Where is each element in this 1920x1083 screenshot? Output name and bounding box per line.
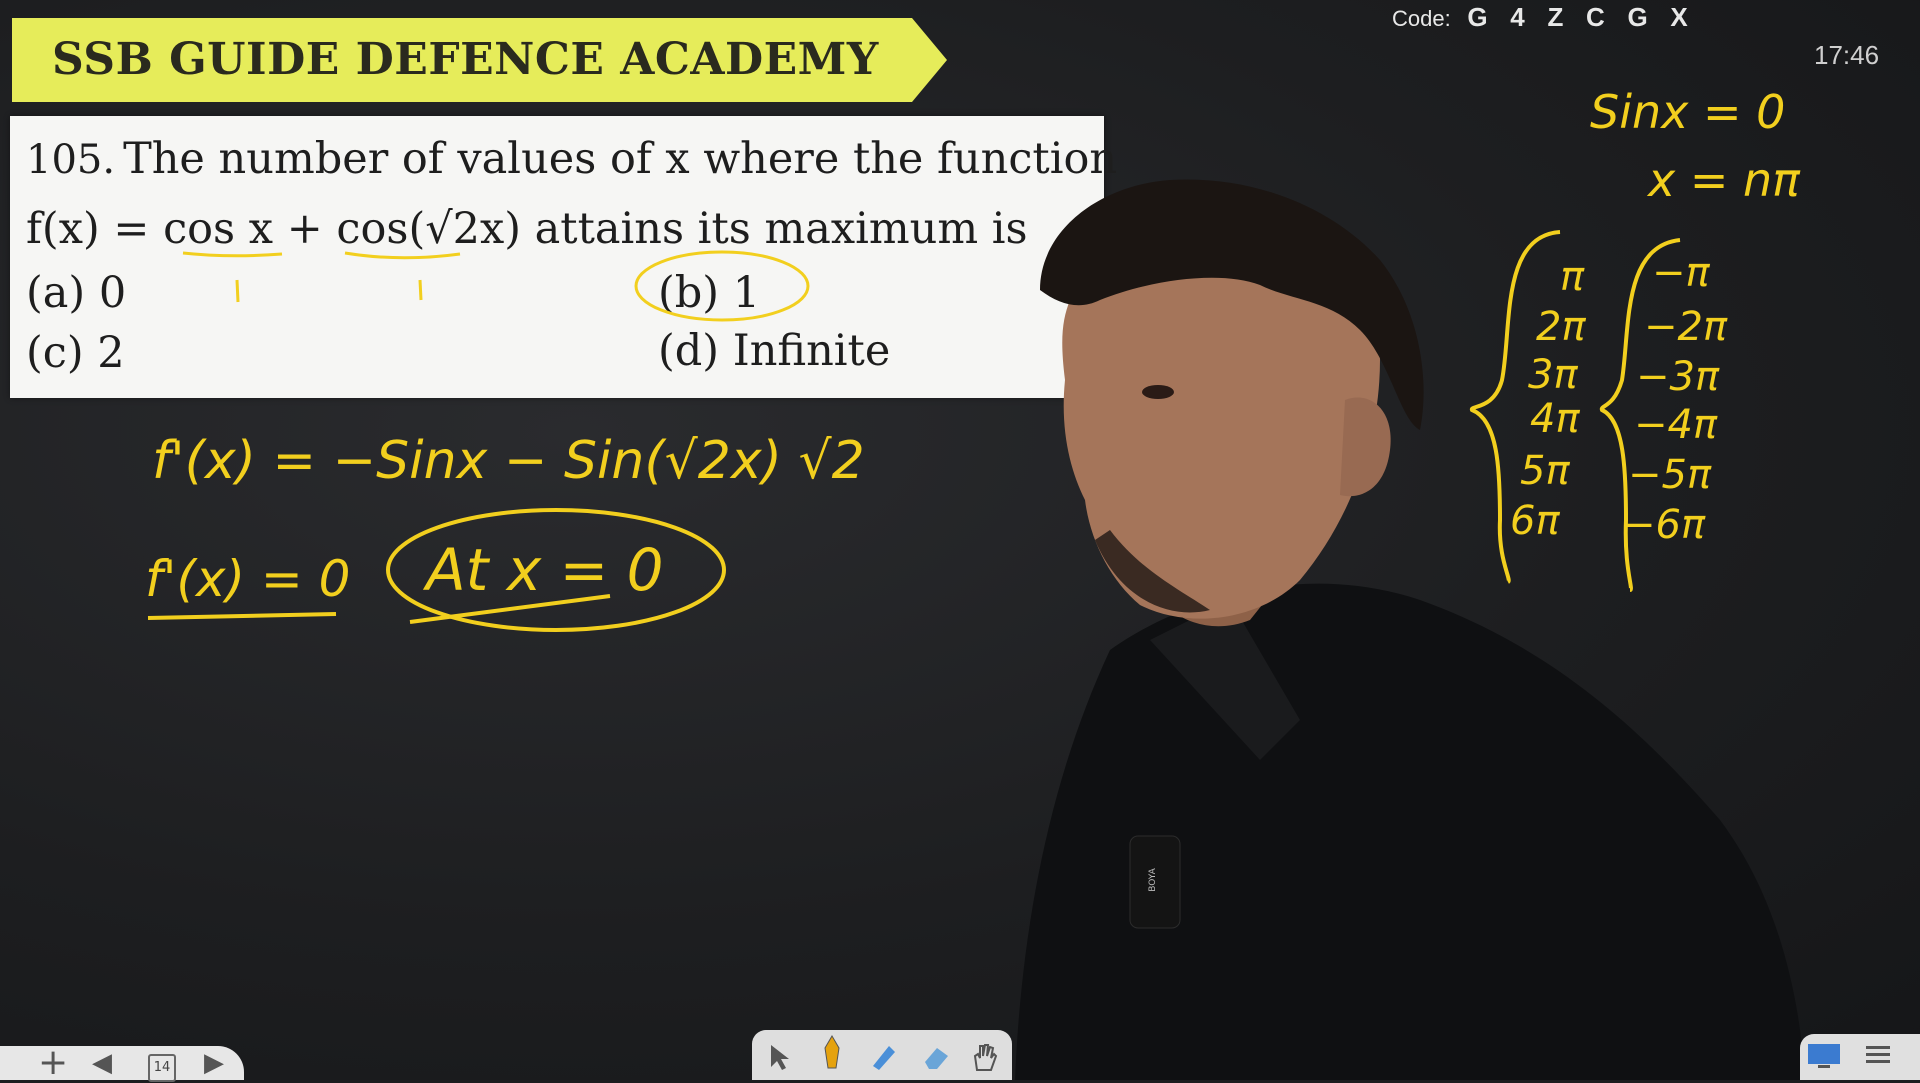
option-c: (c) 2: [26, 328, 125, 378]
option-d: (d) Infinite: [658, 326, 891, 376]
positive-multiple: 4π: [1530, 396, 1580, 442]
positive-multiple: 6π: [1510, 498, 1560, 544]
positive-multiple: 2π: [1536, 304, 1586, 350]
clock: 17:46: [1814, 40, 1880, 70]
screen-icon[interactable]: [1806, 1040, 1842, 1076]
negative-multiple: −3π: [1636, 354, 1720, 400]
hand-icon[interactable]: [966, 1042, 1002, 1078]
highlighter-icon[interactable]: [866, 1042, 902, 1078]
positive-multiple: 3π: [1528, 352, 1578, 398]
add-page-icon[interactable]: +: [38, 1042, 69, 1083]
negative-multiple: −5π: [1628, 452, 1712, 498]
code-char: G: [1467, 2, 1488, 32]
negative-multiple: −6π: [1622, 502, 1706, 548]
pointer-icon[interactable]: [762, 1042, 798, 1078]
instructor-eye: [1142, 385, 1174, 399]
code-label: Code:: [1392, 6, 1451, 31]
zero-condition-text: f'(x) = 0: [145, 550, 351, 608]
question-line-2: f(x) = cos x + cos(√2x) attains its maximum is: [26, 204, 1028, 254]
option-b: (b) 1: [658, 268, 761, 318]
general-solution: x = nπ: [1648, 153, 1800, 207]
option-a: (a) 0: [26, 268, 127, 318]
page-toolbar: [0, 1042, 244, 1083]
code-char: C: [1586, 2, 1605, 32]
code-char: X: [1670, 2, 1688, 32]
view-toolbar: [1800, 1034, 1920, 1080]
positive-multiple: 5π: [1520, 448, 1570, 494]
pen-icon[interactable]: [814, 1034, 850, 1070]
code-char: 4: [1510, 2, 1525, 32]
drawing-toolbar: [752, 1030, 1012, 1080]
instructor-body: [1015, 584, 1805, 1080]
conclusion-text: At x = 0: [426, 536, 664, 604]
eraser-icon[interactable]: [918, 1042, 954, 1078]
negative-multiple: −π: [1652, 250, 1710, 296]
microphone-label: BOYA: [1148, 868, 1158, 892]
question-text-1: The number of values of x where the function: [123, 134, 1118, 184]
banner-title: SSB GUIDE DEFENCE ACADEMY: [52, 34, 879, 85]
question-number: 105.: [26, 137, 116, 183]
page-number[interactable]: 14: [148, 1054, 176, 1082]
sin-equation: Sinx = 0: [1590, 85, 1786, 139]
code-char: Z: [1547, 2, 1564, 32]
code-char: G: [1627, 2, 1648, 32]
menu-icon[interactable]: [1860, 1040, 1896, 1076]
negative-multiple: −4π: [1634, 402, 1718, 448]
positive-multiple: π: [1560, 254, 1585, 300]
prev-page-icon[interactable]: ◀: [92, 1048, 112, 1078]
derivative-text: f'(x) = −Sinx − Sin(√2x) √2: [152, 431, 865, 491]
negative-multiple: −2π: [1644, 304, 1728, 350]
next-page-icon[interactable]: ▶: [204, 1048, 224, 1078]
instructor-ear: [1340, 397, 1391, 496]
